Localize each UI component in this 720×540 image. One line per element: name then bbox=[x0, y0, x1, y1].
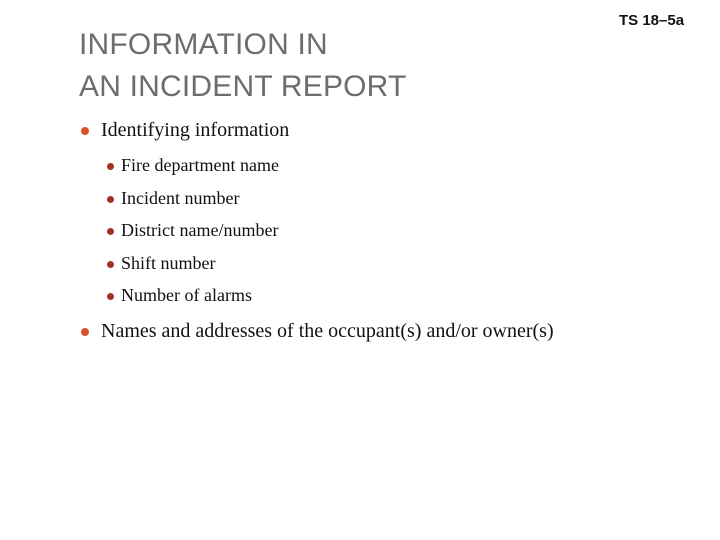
bullet-icon bbox=[107, 293, 114, 300]
bullet-item bbox=[101, 119, 289, 142]
bullet-text: Number of alarms bbox=[121, 285, 252, 305]
bullet-icon bbox=[107, 261, 114, 268]
bullet-text: Names and addresses of the occupant(s) and/or owner(s) bbox=[101, 320, 554, 342]
bullet-icon bbox=[107, 228, 114, 235]
bullet-icon bbox=[107, 196, 114, 203]
sub-bullet-item bbox=[121, 285, 252, 306]
sub-bullet-item bbox=[121, 188, 239, 209]
slide-tag: TS 18–5a bbox=[619, 12, 685, 29]
sub-bullet-item bbox=[121, 155, 279, 176]
bullet-icon bbox=[81, 127, 89, 135]
bullet-text: Shift number bbox=[121, 253, 216, 273]
bullet-text: Incident number bbox=[121, 188, 240, 208]
bullet-item bbox=[101, 320, 554, 343]
bullet-text: Identifying information bbox=[101, 119, 290, 141]
bullet-text: District name/number bbox=[121, 220, 279, 240]
slide-title bbox=[79, 24, 407, 108]
bullet-text: Fire department name bbox=[121, 155, 279, 175]
bullet-icon bbox=[107, 163, 114, 170]
title-line: AN INCIDENT REPORT bbox=[79, 70, 407, 103]
sub-bullet-item bbox=[121, 253, 216, 274]
sub-bullet-item bbox=[121, 220, 278, 241]
bullet-icon bbox=[81, 328, 89, 336]
title-line: INFORMATION IN bbox=[79, 28, 328, 61]
